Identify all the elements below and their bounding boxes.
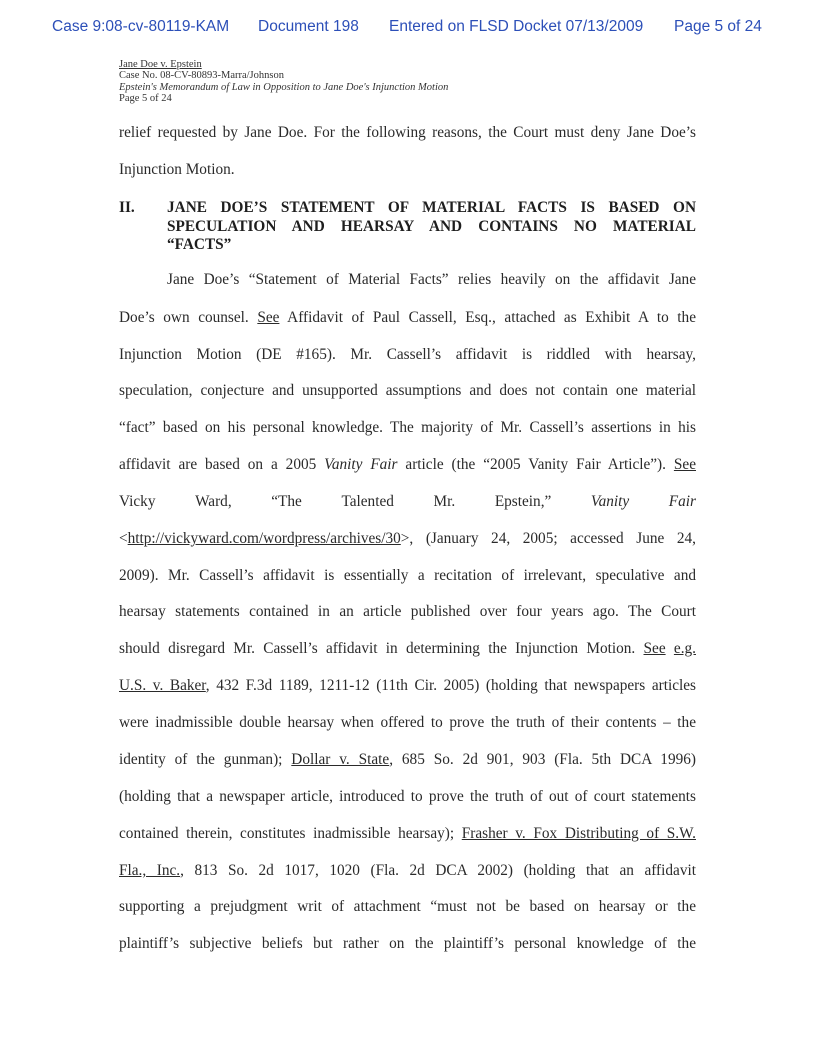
para-line-11	[119, 640, 696, 658]
text-run: <	[119, 530, 128, 547]
para-line-7	[119, 493, 696, 511]
stamp-case-number: Case 9:08-cv-80119-KAM	[52, 18, 230, 35]
header-page: Page 5 of 24	[119, 93, 172, 105]
text-run: >, (January 24, 2005; accessed June 24,	[400, 530, 696, 547]
citation-signal-see: See	[673, 456, 696, 473]
stamp-page-number: Page 5 of 24	[674, 18, 762, 35]
header-memo-title: Epstein's Memorandum of Law in Opposition to Jane Doe's Injunction Motion	[119, 81, 449, 93]
header-caption: Jane Doe v. Epstein	[119, 59, 202, 70]
citation-signal-see: See	[643, 640, 666, 657]
word: Fair	[668, 493, 696, 510]
section-title-line-1: JANE DOE’S STATEMENT OF MATERIAL FACTS IS BASED ON	[167, 199, 696, 216]
citation-signal-eg: e.g.	[673, 640, 696, 657]
text-run: Doe’s own counsel.	[119, 309, 258, 326]
para-line-13: were inadmissible double hearsay when offered to prove the truth of their contents – the	[119, 714, 696, 731]
para-line-18: supporting a prejudgment writ of attachment “must not be based on hearsay or the	[119, 898, 696, 915]
case-citation: Dollar v. State	[291, 751, 390, 768]
text-run: identity of the gunman);	[119, 751, 292, 768]
word: “The	[271, 493, 302, 510]
text-run: , 813 So. 2d 1017, 1020 (Fla. 2d DCA 2002) (holding that an affidavit	[180, 862, 696, 879]
text-run: should disregard Mr. Cassell’s affidavit in determining the Injunction Motion.	[119, 640, 644, 657]
intro-line-2: Injunction Motion.	[119, 161, 235, 178]
text-run: Affidavit of Paul Cassell, Esq., attached as Exhibit A to the	[279, 309, 696, 326]
article-url-link[interactable]: http://vickyward.com/wordpress/archives/30	[127, 530, 401, 547]
para-line-14	[119, 751, 696, 769]
citation-signal-see: See	[257, 309, 280, 326]
publication-title: Vanity Fair	[324, 456, 398, 473]
stamp-docket-entry: Entered on FLSD Docket 07/13/2009	[389, 18, 644, 35]
para-line-3: Injunction Motion (DE #165). Mr. Cassell’s affidavit is riddled with hearsay,	[119, 346, 696, 363]
para-line-6	[119, 456, 696, 474]
para-line-15: (holding that a newspaper article, introduced to prove the truth of out of court statements	[119, 788, 696, 805]
text-run: , 432 F.3d 1189, 1211-12 (11th Cir. 2005) (holding that newspapers articles	[205, 677, 696, 694]
section-title-line-2: SPECULATION AND HEARSAY AND CONTAINS NO MATERIAL	[167, 217, 696, 235]
para-line-9: 2009). Mr. Cassell’s affidavit is essentially a recitation of irrelevant, speculative and	[119, 567, 696, 584]
para-line-12	[119, 677, 696, 695]
case-citation: U.S. v. Baker	[119, 677, 206, 694]
running-header	[119, 59, 448, 105]
text-run: affidavit are based on a 2005	[119, 456, 325, 473]
para-line-8	[119, 530, 696, 548]
para-line-1: Jane Doe’s “Statement of Material Facts” relies heavily on the affidavit Jane	[167, 271, 696, 288]
para-line-4: speculation, conjecture and unsupported assumptions and does not contain one material	[119, 382, 696, 399]
text-run: contained therein, constitutes inadmissible hearsay);	[119, 825, 462, 842]
para-line-2	[119, 309, 696, 327]
section-title	[167, 199, 696, 255]
section-title-line-3: “FACTS”	[167, 236, 232, 253]
stamp-document-number: Document 198	[258, 18, 359, 35]
word: Epstein,”	[494, 493, 552, 510]
case-citation: Fla., Inc.	[119, 862, 181, 879]
intro-line-1: relief requested by Jane Doe. For the following reasons, the Court must deny Jane Doe’s	[119, 124, 696, 141]
word: Mr.	[433, 493, 456, 510]
word: Vicky	[119, 493, 156, 510]
para-line-10: hearsay statements contained in an article published over four years ago. The Court	[119, 603, 696, 620]
section-number: II.	[119, 199, 135, 216]
case-citation: Frasher v. Fox Distributing of S.W.	[461, 825, 696, 842]
text-run: , 685 So. 2d 901, 903 (Fla. 5th DCA 1996)	[389, 751, 696, 768]
word: Vanity	[590, 493, 630, 510]
header-case-number: Case No. 08-CV-80893-Marra/Johnson	[119, 70, 284, 82]
para-line-5: “fact” based on his personal knowledge. The majority of Mr. Cassell’s assertions in his	[119, 419, 696, 436]
court-filing-stamp	[0, 18, 816, 38]
para-line-19: plaintiff’s subjective beliefs but rather on the plaintiff’s personal knowledge of the	[119, 935, 696, 952]
para-line-17	[119, 862, 696, 880]
para-line-16	[119, 825, 696, 843]
word: Ward,	[195, 493, 232, 510]
word: Talented	[341, 493, 394, 510]
text-run: article (the “2005 Vanity Fair Article”).	[397, 456, 674, 473]
